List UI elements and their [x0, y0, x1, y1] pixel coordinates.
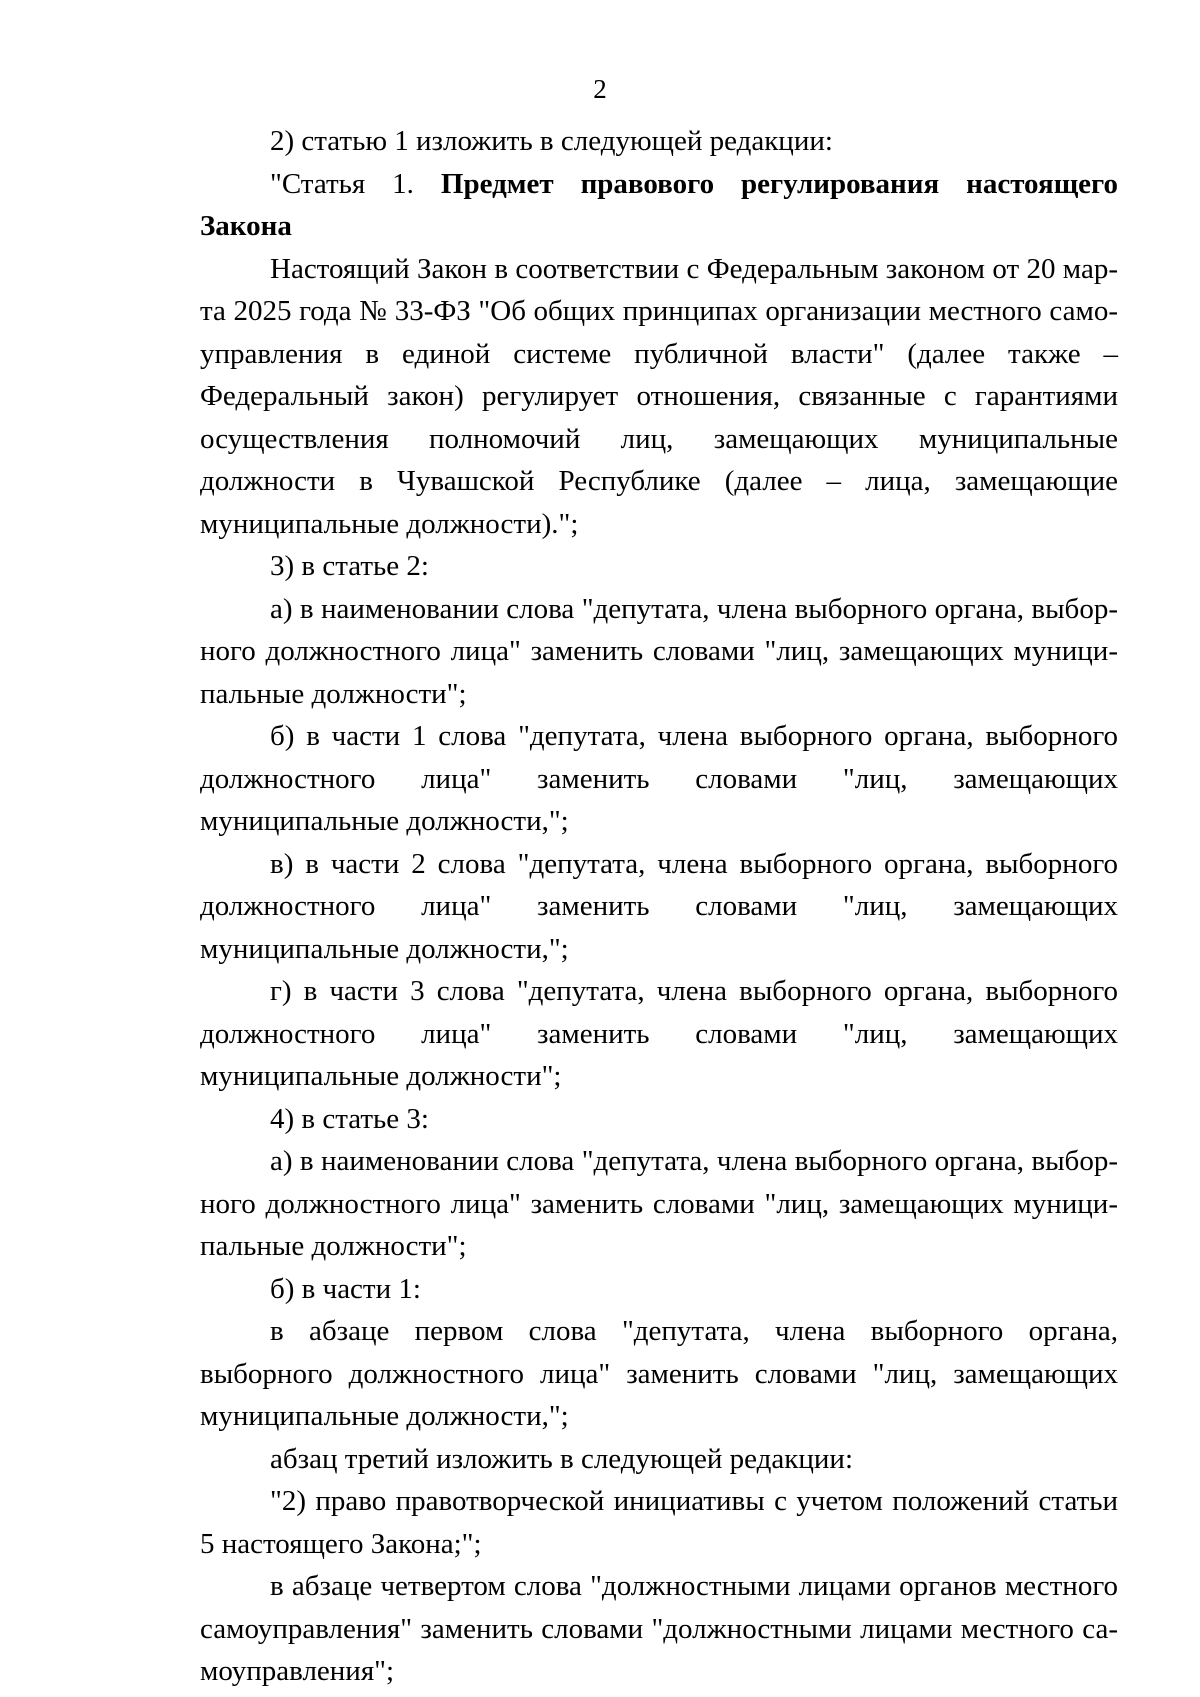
article-1-text: Настоящий Закон в соответствии с Федеральным законом от 20 марта 2025 года № 33-ФЗ "Об общих принципах организации местного самоуправления в единой системе публичной власти" (далее также – Федеральный закон) регулирует отношения, связанные с гарантиями осуществления полномочий лиц, замещающих муниципальные должности в Чувашской Республике (далее – лица, замещающие муниципальные должности).";: [200, 252, 1118, 540]
paragraph-item-4b-third: абзац третий изложить в следующей редакции:: [270, 1442, 854, 1475]
paragraph-item-3b: б) в части 1 слова "депутата, члена выборного органа, выборного должностного лица" заменить словами "лиц, замещающих муниципальные должности,";: [200, 720, 1118, 837]
document-body: [200, 120, 1118, 1693]
paragraph-item-3: 3) в статье 2:: [270, 550, 429, 582]
paragraph-item-4b-first: в абзаце первом слова "депутата, члена выборного органа, выборного должностного лица" заменить словами "лиц, замещающих муниципальные должности,";: [200, 1315, 1118, 1432]
paragraph-item-3c: в) в части 2 слова "депутата, члена выборного органа, выборного должностного лица" заменить словами "лиц, замещающих муниципальные должности,";: [200, 847, 1118, 965]
article-1-title: Предмет правового регулирования настоящего Закона: [200, 167, 1119, 242]
paragraph-item-4b: б) в части 1:: [270, 1272, 421, 1305]
paragraph-item-4: 4) в статье 3:: [270, 1102, 429, 1135]
paragraph-item-2: 2) статью 1 изложить в следующей редакции:: [270, 125, 833, 157]
paragraph-item-4b-third-text: "2) право правотворческой инициативы с учетом положений статьи 5 настоящего Закона;";: [200, 1485, 1118, 1560]
article-1-heading: [200, 163, 1118, 248]
paragraph-item-3d: г) в части 3 слова "депутата, члена выборного органа, выборного должностного лица" заменить словами "лиц, замещающих муниципальные должности";: [200, 975, 1118, 1092]
paragraph-item-4b-fourth: в абзаце четвертом слова "должностными лицами органов местного самоуправления" заменить словами "должностными лицами местного самоуправления";: [200, 1570, 1118, 1687]
paragraph-item-4a: а) в наименовании слова "депутата, члена выборного органа, выборного должностного лица" заменить словами "лиц, замещающих муниципальные должности";: [200, 1145, 1118, 1262]
paragraph-item-3a: а) в наименовании слова "депутата, члена выборного органа, выборного должностного лица" заменить словами "лиц, замещающих муниципальные должности";: [200, 592, 1118, 710]
page-number: 2: [593, 74, 607, 104]
article-1-label: "Статья 1.: [270, 167, 441, 200]
